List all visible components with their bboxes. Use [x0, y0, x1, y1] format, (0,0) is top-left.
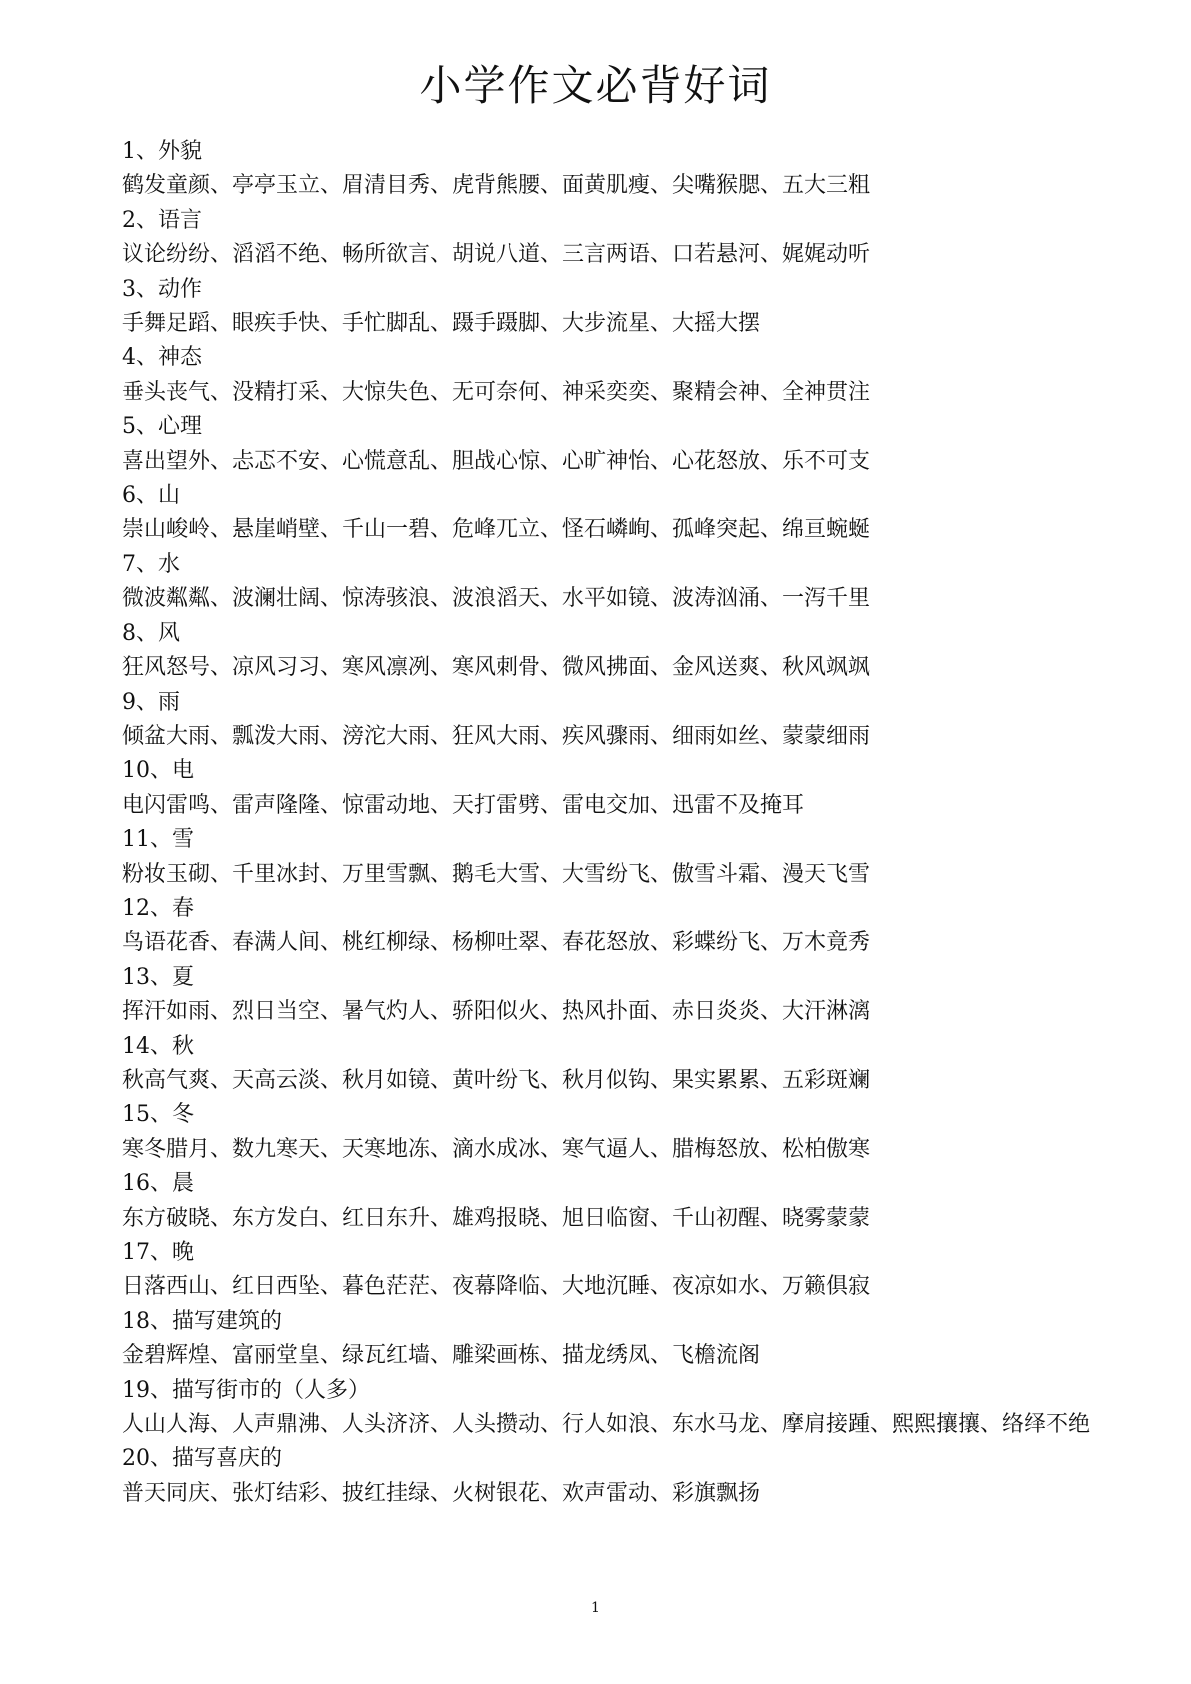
- section-words: 狂风怒号、凉风习习、寒风凛冽、寒风刺骨、微风拂面、金风送爽、秋风飒飒: [122, 655, 871, 681]
- section-words: 人山人海、人声鼎沸、人头济济、人头攒动、行人如浪、东水马龙、摩肩接踵、熙熙攘攘、络绎不绝: [122, 1412, 1091, 1438]
- section-heading: 2、语言: [122, 207, 202, 233]
- section-words: 普天同庆、张灯结彩、披红挂绿、火树银花、欢声雷动、彩旗飘扬: [122, 1480, 761, 1506]
- section-heading: 6、山: [122, 483, 180, 509]
- section-heading: 1、外貌: [122, 139, 202, 164]
- section-heading: 18、描写建筑的: [122, 1308, 282, 1334]
- section-words: 寒冬腊月、数九寒天、天寒地冻、滴水成冰、寒气逼人、腊梅怒放、松柏傲寒: [122, 1136, 871, 1162]
- section-words: 喜出望外、忐忑不安、心慌意乱、胆战心惊、心旷神怡、心花怒放、乐不可支: [122, 448, 871, 474]
- section-heading: 11、雪: [122, 827, 194, 853]
- section-words: 秋高气爽、天高云淡、秋月如镜、黄叶纷飞、秋月似钩、果实累累、五彩斑斓: [122, 1067, 871, 1093]
- section-heading: 9、雨: [122, 689, 180, 715]
- section-words: 电闪雷鸣、雷声隆隆、惊雷动地、天打雷劈、雷电交加、迅雷不及掩耳: [122, 792, 805, 818]
- section-words: 东方破晓、东方发白、红日东升、雄鸡报晓、旭日临窗、千山初醒、晓雾蒙蒙: [122, 1205, 871, 1231]
- section-heading: 7、水: [122, 551, 180, 577]
- section-heading: 4、神态: [122, 345, 202, 371]
- section-words: 议论纷纷、滔滔不绝、畅所欲言、胡说八道、三言两语、口若悬河、娓娓动听: [122, 242, 871, 268]
- section-heading: 12、春: [122, 895, 194, 921]
- section-heading: 5、心理: [122, 414, 202, 440]
- section-words: 微波粼粼、波澜壮阔、惊涛骇浪、波浪滔天、水平如镜、波涛汹涌、一泻千里: [122, 586, 871, 612]
- page-title: 小学作文必背好词: [419, 61, 772, 110]
- section-words: 金碧辉煌、富丽堂皇、绿瓦红墙、雕梁画栋、描龙绣凤、飞檐流阁: [122, 1343, 761, 1369]
- section-heading: 15、冬: [122, 1102, 194, 1128]
- section-words: 粉妆玉砌、千里冰封、万里雪飘、鹅毛大雪、大雪纷飞、傲雪斗霜、漫天飞雪: [122, 861, 871, 887]
- section-heading: 8、风: [122, 620, 180, 646]
- section-words: 倾盆大雨、瓢泼大雨、滂沱大雨、狂风大雨、疾风骤雨、细雨如丝、蒙蒙细雨: [122, 723, 871, 749]
- section-heading: 20、描写喜庆的: [122, 1446, 282, 1472]
- section-words: 鹤发童颜、亭亭玉立、眉清目秀、虎背熊腰、面黄肌瘦、尖嘴猴腮、五大三粗: [122, 173, 871, 199]
- section-heading: 3、动作: [122, 276, 202, 302]
- section-heading: 16、晨: [122, 1171, 194, 1197]
- section-heading: 10、电: [122, 758, 194, 784]
- section-words: 崇山峻岭、悬崖峭壁、千山一碧、危峰兀立、怪石嶙峋、孤峰突起、绵亘蜿蜒: [122, 517, 871, 543]
- section-words: 鸟语花香、春满人间、桃红柳绿、杨柳吐翠、春花怒放、彩蝶纷飞、万木竟秀: [122, 930, 871, 956]
- section-words: 垂头丧气、没精打采、大惊失色、无可奈何、神采奕奕、聚精会神、全神贯注: [122, 379, 871, 405]
- section-words: 挥汗如雨、烈日当空、暑气灼人、骄阳似火、热风扑面、赤日炎炎、大汗淋漓: [122, 999, 871, 1025]
- section-words: 日落西山、红日西坠、暮色茫茫、夜幕降临、大地沉睡、夜凉如水、万籁俱寂: [122, 1274, 871, 1300]
- page-number: 1: [591, 1600, 600, 1616]
- section-heading: 14、秋: [122, 1033, 194, 1059]
- section-heading: 19、描写街市的（人多）: [122, 1377, 370, 1403]
- section-heading: 17、晚: [122, 1240, 194, 1265]
- word-list: [122, 135, 1102, 1511]
- section-words: 手舞足蹈、眼疾手快、手忙脚乱、蹑手蹑脚、大步流星、大摇大摆: [122, 311, 761, 337]
- section-heading: 13、夏: [122, 964, 194, 990]
